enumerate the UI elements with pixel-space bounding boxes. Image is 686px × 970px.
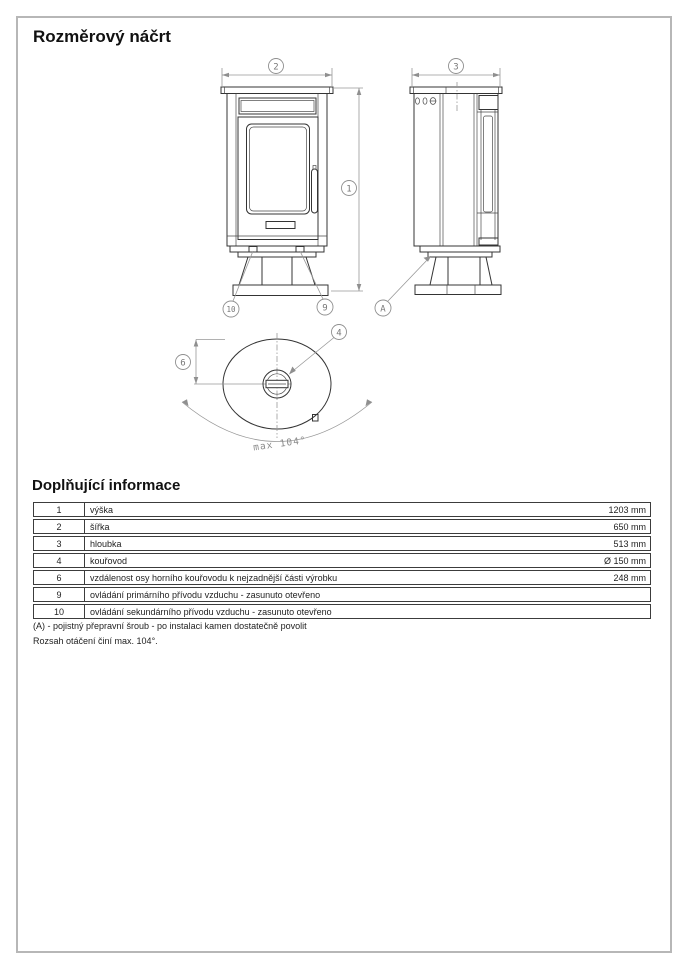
- callout-depth: 3: [453, 62, 459, 73]
- ash-lever: [266, 222, 295, 229]
- side-view: [375, 59, 502, 317]
- row-label: kouřovod: [90, 555, 128, 566]
- row-description: [85, 537, 650, 550]
- callout-air-secondary: 10: [226, 305, 236, 314]
- row-description: [85, 588, 650, 601]
- table-row: [33, 570, 651, 585]
- table-row: [33, 519, 651, 534]
- base-plate: [233, 285, 328, 296]
- callout-transport-screw: A: [380, 304, 386, 315]
- row-label: vzdálenost osy horního kouřovodu k nejzadnější části výrobku: [90, 572, 338, 583]
- row-description: [85, 554, 650, 567]
- front-view: [221, 59, 363, 318]
- callout-height: 1: [346, 184, 352, 195]
- row-description: [85, 520, 650, 533]
- footnotes: [33, 619, 307, 649]
- row-number: 6: [34, 571, 85, 584]
- row-description: [85, 571, 650, 584]
- row-value: 650 mm: [613, 521, 646, 532]
- row-number: 10: [34, 605, 85, 618]
- rotation-annotation: max 104°: [252, 435, 308, 454]
- footnote-transport-screw: (A) - pojistný přepravní šroub - po instalaci kamen dostatečně povolit: [33, 621, 307, 631]
- row-label: hloubka: [90, 538, 122, 549]
- row-value: Ø 150 mm: [603, 555, 646, 566]
- row-number: 9: [34, 588, 85, 601]
- top-view: [176, 325, 373, 454]
- row-description: [85, 503, 650, 516]
- table-row: [33, 587, 651, 602]
- footnote-rotation-range: Rozsah otáčení činí max. 104°.: [33, 636, 158, 646]
- callout-flue-offset: 6: [180, 358, 186, 369]
- rear-hole: [423, 98, 427, 104]
- info-table: [33, 502, 651, 621]
- table-row: [33, 536, 651, 551]
- row-description: [85, 605, 650, 618]
- row-number: 2: [34, 520, 85, 533]
- row-label: výška: [90, 504, 114, 515]
- door-glass: [247, 124, 310, 214]
- section-title: Doplňující informace: [32, 477, 181, 494]
- row-number: 3: [34, 537, 85, 550]
- page-title: Rozměrový náčrt: [33, 27, 171, 46]
- callout-air-primary: 9: [322, 303, 328, 314]
- table-row: [33, 604, 651, 619]
- row-value: 248 mm: [613, 572, 646, 583]
- row-label: ovládání primárního přívodu vzduchu - zasunuto otevřeno: [90, 589, 321, 600]
- row-value: 1203 mm: [608, 504, 646, 515]
- rear-hole: [416, 98, 420, 104]
- row-label: šířka: [90, 521, 110, 532]
- row-number: 4: [34, 554, 85, 567]
- base-plate-side: [415, 285, 501, 295]
- row-value: 513 mm: [613, 538, 646, 549]
- row-number: 1: [34, 503, 85, 516]
- row-label: ovládání sekundárního přívodu vzduchu - zasunuto otevřeno: [90, 606, 332, 617]
- side-glass-strip: [484, 116, 493, 212]
- door-handle: [312, 169, 318, 213]
- table-row: [33, 502, 651, 517]
- callout-width: 2: [273, 62, 279, 73]
- callout-flue: 4: [336, 328, 342, 339]
- table-row: [33, 553, 651, 568]
- dimensional-drawing: [0, 0, 686, 470]
